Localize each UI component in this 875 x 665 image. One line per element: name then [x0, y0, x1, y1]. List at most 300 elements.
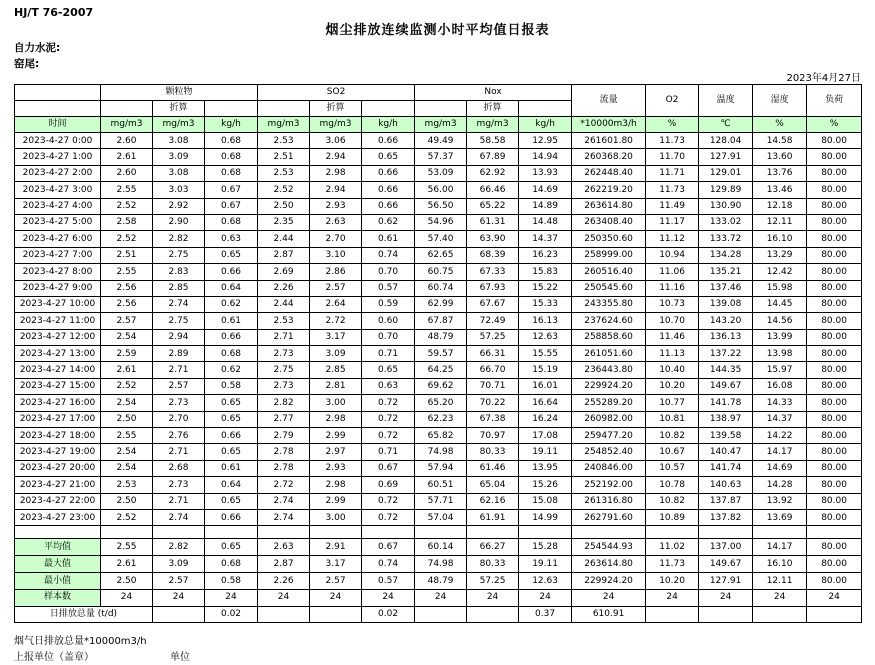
- value-cell: 12.63: [519, 329, 572, 345]
- value-cell: 138.97: [699, 411, 753, 427]
- value-cell: 24: [362, 589, 415, 606]
- unit-cell: mg/m3: [415, 117, 467, 133]
- empty-cell: [310, 526, 362, 539]
- value-cell: 0.59: [362, 296, 415, 312]
- value-cell: 2.60: [101, 165, 153, 181]
- value-cell: 2.87: [258, 247, 310, 263]
- value-cell: 0.57: [362, 280, 415, 296]
- value-cell: 74.98: [415, 444, 467, 460]
- value-cell: 2.73: [153, 477, 205, 493]
- value-cell: 15.26: [519, 477, 572, 493]
- value-cell: 17.08: [519, 428, 572, 444]
- value-cell: 0.69: [362, 477, 415, 493]
- value-cell: 11.70: [646, 149, 699, 165]
- value-cell: 11.73: [646, 556, 699, 573]
- footer-flue-gas-total: 烟气日排放总量*10000m3/h: [14, 636, 147, 647]
- value-cell: 261051.60: [572, 346, 646, 362]
- value-cell: 2.70: [153, 411, 205, 427]
- value-cell: 48.79: [415, 572, 467, 589]
- value-cell: 0.65: [205, 539, 258, 556]
- value-cell: 15.19: [519, 362, 572, 378]
- value-cell: 2.74: [153, 509, 205, 525]
- value-cell: 10.94: [646, 247, 699, 263]
- page-title: 烟尘排放连续监测小时平均值日报表: [325, 23, 550, 38]
- unit-cell: mg/m3: [101, 117, 153, 133]
- value-cell: 237624.60: [572, 313, 646, 329]
- value-cell: 0.66: [205, 509, 258, 525]
- value-cell: 10.82: [646, 493, 699, 509]
- value-cell: 67.67: [467, 296, 519, 312]
- table-row: [15, 411, 862, 427]
- value-cell: 14.99: [519, 509, 572, 525]
- value-cell: 2.71: [153, 444, 205, 460]
- company-name: 自力水泥:: [14, 42, 61, 54]
- table-row: [15, 460, 862, 476]
- value-cell: 141.74: [699, 460, 753, 476]
- value-cell: 140.63: [699, 477, 753, 493]
- value-cell: 2.89: [153, 346, 205, 362]
- value-cell: 2.55: [101, 428, 153, 444]
- summary-label: 平均值: [15, 539, 101, 556]
- value-cell: 10.82: [646, 428, 699, 444]
- value-cell: 2.94: [310, 182, 362, 198]
- value-cell: 12.18: [753, 198, 807, 214]
- value-cell: 14.45: [753, 296, 807, 312]
- value-cell: 57.25: [467, 572, 519, 589]
- temperature-header: 温度: [699, 85, 753, 117]
- value-cell: 3.09: [153, 556, 205, 573]
- summary-rows: [15, 539, 862, 606]
- value-cell: 80.00: [807, 165, 862, 181]
- value-cell: 254852.40: [572, 444, 646, 460]
- value-cell: 14.56: [753, 313, 807, 329]
- summary-row: [15, 539, 862, 556]
- value-cell: 24: [753, 589, 807, 606]
- value-cell: 24: [572, 589, 646, 606]
- value-cell: 10.78: [646, 477, 699, 493]
- value-cell: 13.95: [519, 460, 572, 476]
- value-cell: 0.57: [362, 572, 415, 589]
- value-cell: 3.17: [310, 329, 362, 345]
- value-cell: 2.79: [258, 428, 310, 444]
- value-cell: 0.66: [362, 198, 415, 214]
- value-cell: 0.61: [205, 313, 258, 329]
- value-cell: 260368.20: [572, 149, 646, 165]
- value-cell: 137.22: [699, 346, 753, 362]
- value-cell: 3.08: [153, 133, 205, 149]
- value-cell: 80.33: [467, 556, 519, 573]
- value-cell: 0.66: [205, 428, 258, 444]
- value-cell: 0.65: [205, 493, 258, 509]
- table-row: [15, 296, 862, 312]
- value-cell: 80.00: [807, 280, 862, 296]
- value-cell: 2.52: [101, 378, 153, 394]
- value-cell: 137.82: [699, 509, 753, 525]
- value-cell: 240846.00: [572, 460, 646, 476]
- load-header: 负荷: [807, 85, 862, 117]
- value-cell: 2.60: [101, 133, 153, 149]
- value-cell: [646, 606, 699, 623]
- spacer-row: [15, 526, 862, 539]
- value-cell: 15.98: [753, 280, 807, 296]
- value-cell: 80.00: [807, 313, 862, 329]
- value-cell: 137.46: [699, 280, 753, 296]
- value-cell: 2.70: [310, 231, 362, 247]
- value-cell: 12.11: [753, 214, 807, 230]
- value-cell: 2.92: [153, 198, 205, 214]
- unit-cell: %: [753, 117, 807, 133]
- table-row: [15, 477, 862, 493]
- table-row: [15, 346, 862, 362]
- value-cell: 57.04: [415, 509, 467, 525]
- value-cell: 2.72: [310, 313, 362, 329]
- value-cell: 80.00: [807, 182, 862, 198]
- value-cell: 252192.00: [572, 477, 646, 493]
- value-cell: 2.73: [153, 395, 205, 411]
- data-rows: [15, 133, 862, 526]
- value-cell: 0.66: [362, 182, 415, 198]
- value-cell: 2.26: [258, 280, 310, 296]
- empty-cell: [258, 526, 310, 539]
- value-cell: 2.98: [310, 411, 362, 427]
- value-cell: 61.91: [467, 509, 519, 525]
- value-cell: 259477.20: [572, 428, 646, 444]
- value-cell: 24: [153, 589, 205, 606]
- value-cell: 2.44: [258, 231, 310, 247]
- time-cell: 2023-4-27 18:00: [15, 428, 101, 444]
- value-cell: 0.70: [362, 329, 415, 345]
- table-row: [15, 509, 862, 525]
- value-cell: 65.82: [415, 428, 467, 444]
- value-cell: 11.02: [646, 539, 699, 556]
- units-header-row: [15, 117, 862, 133]
- value-cell: 2.50: [101, 572, 153, 589]
- value-cell: 260516.40: [572, 264, 646, 280]
- value-cell: 2.77: [258, 411, 310, 427]
- unit-cell: kg/h: [519, 117, 572, 133]
- summary-row: [15, 556, 862, 573]
- value-cell: 65.20: [415, 395, 467, 411]
- value-cell: 14.69: [519, 182, 572, 198]
- value-cell: 10.67: [646, 444, 699, 460]
- value-cell: 254544.93: [572, 539, 646, 556]
- value-cell: 0.61: [205, 460, 258, 476]
- value-cell: 2.54: [101, 444, 153, 460]
- value-cell: 2.86: [310, 264, 362, 280]
- value-cell: 0.74: [362, 556, 415, 573]
- value-cell: 10.77: [646, 395, 699, 411]
- value-cell: 2.50: [258, 198, 310, 214]
- time-cell: 2023-4-27 1:00: [15, 149, 101, 165]
- value-cell: 0.66: [362, 165, 415, 181]
- value-cell: 80.33: [467, 444, 519, 460]
- value-cell: 80.00: [807, 378, 862, 394]
- value-cell: [699, 606, 753, 623]
- value-cell: 80.00: [807, 395, 862, 411]
- so2-group-header: SO2: [258, 85, 415, 101]
- value-cell: 2.71: [258, 329, 310, 345]
- value-cell: 24: [699, 589, 753, 606]
- value-cell: 3.09: [310, 346, 362, 362]
- value-cell: 15.55: [519, 346, 572, 362]
- value-cell: 0.65: [205, 444, 258, 460]
- value-cell: 57.37: [415, 149, 467, 165]
- value-cell: 80.00: [807, 509, 862, 525]
- value-cell: 0.37: [519, 606, 572, 623]
- value-cell: 3.06: [310, 133, 362, 149]
- value-cell: 2.57: [310, 572, 362, 589]
- value-cell: 3.17: [310, 556, 362, 573]
- value-cell: 2.56: [101, 280, 153, 296]
- converted-header: 折算: [467, 101, 519, 117]
- value-cell: 0.63: [362, 378, 415, 394]
- value-cell: 2.61: [101, 149, 153, 165]
- value-cell: 0.02: [205, 606, 258, 623]
- o2-header: O2: [646, 85, 699, 117]
- table-row: [15, 231, 862, 247]
- value-cell: 2.94: [153, 329, 205, 345]
- value-cell: 262448.40: [572, 165, 646, 181]
- monitor-location: 窑尾:: [14, 58, 40, 70]
- empty-cell: [362, 526, 415, 539]
- value-cell: 60.14: [415, 539, 467, 556]
- value-cell: 2.74: [153, 296, 205, 312]
- value-cell: 0.68: [205, 165, 258, 181]
- converted-header: 折算: [153, 101, 205, 117]
- unit-cell: ℃: [699, 117, 753, 133]
- value-cell: 24: [101, 589, 153, 606]
- value-cell: [258, 606, 310, 623]
- value-cell: 2.73: [258, 378, 310, 394]
- table-header: [15, 85, 862, 133]
- value-cell: 0.61: [362, 231, 415, 247]
- value-cell: 127.91: [699, 572, 753, 589]
- value-cell: 2.55: [101, 264, 153, 280]
- value-cell: 13.98: [753, 346, 807, 362]
- value-cell: 11.13: [646, 346, 699, 362]
- value-cell: 140.47: [699, 444, 753, 460]
- value-cell: 0.67: [205, 182, 258, 198]
- value-cell: 11.46: [646, 329, 699, 345]
- value-cell: 56.00: [415, 182, 467, 198]
- unit-cell: mg/m3: [467, 117, 519, 133]
- value-cell: 72.49: [467, 313, 519, 329]
- value-cell: 10.57: [646, 460, 699, 476]
- table-row: [15, 264, 862, 280]
- value-cell: 15.33: [519, 296, 572, 312]
- value-cell: 62.16: [467, 493, 519, 509]
- value-cell: 12.11: [753, 572, 807, 589]
- time-cell: 2023-4-27 13:00: [15, 346, 101, 362]
- value-cell: 0.68: [205, 149, 258, 165]
- value-cell: 2.82: [258, 395, 310, 411]
- value-cell: 80.00: [807, 556, 862, 573]
- table-row: [15, 198, 862, 214]
- value-cell: 144.35: [699, 362, 753, 378]
- value-cell: 10.73: [646, 296, 699, 312]
- value-cell: 2.57: [153, 572, 205, 589]
- summary-label: 最小值: [15, 572, 101, 589]
- value-cell: 16.10: [753, 556, 807, 573]
- value-cell: 2.53: [258, 313, 310, 329]
- value-cell: 2.75: [258, 362, 310, 378]
- value-cell: 80.00: [807, 572, 862, 589]
- time-cell: 2023-4-27 7:00: [15, 247, 101, 263]
- total-section: [15, 606, 862, 623]
- value-cell: [415, 606, 467, 623]
- value-cell: 80.00: [807, 477, 862, 493]
- value-cell: 24: [205, 589, 258, 606]
- value-cell: 243355.80: [572, 296, 646, 312]
- value-cell: 2.78: [258, 460, 310, 476]
- value-cell: 0.66: [205, 329, 258, 345]
- value-cell: 57.40: [415, 231, 467, 247]
- value-cell: 0.67: [362, 539, 415, 556]
- table-row: [15, 247, 862, 263]
- value-cell: 57.94: [415, 460, 467, 476]
- value-cell: 0.68: [205, 556, 258, 573]
- value-cell: 610.91: [572, 606, 646, 623]
- value-cell: 2.44: [258, 296, 310, 312]
- value-cell: 24: [258, 589, 310, 606]
- value-cell: 11.06: [646, 264, 699, 280]
- empty-cell: [807, 526, 862, 539]
- value-cell: 2.82: [153, 231, 205, 247]
- value-cell: 67.93: [467, 280, 519, 296]
- summary-row: [15, 572, 862, 589]
- report-table: [14, 84, 862, 623]
- time-cell: 2023-4-27 22:00: [15, 493, 101, 509]
- value-cell: 10.81: [646, 411, 699, 427]
- empty-cell: [467, 526, 519, 539]
- value-cell: 2.57: [101, 313, 153, 329]
- value-cell: 2.54: [101, 460, 153, 476]
- empty-cell: [753, 526, 807, 539]
- value-cell: 66.27: [467, 539, 519, 556]
- value-cell: 2.59: [101, 346, 153, 362]
- value-cell: 49.49: [415, 133, 467, 149]
- value-cell: 0.66: [362, 133, 415, 149]
- value-cell: 11.71: [646, 165, 699, 181]
- value-cell: 63.90: [467, 231, 519, 247]
- value-cell: 0.72: [362, 428, 415, 444]
- value-cell: 229924.20: [572, 378, 646, 394]
- value-cell: 70.71: [467, 378, 519, 394]
- value-cell: 262791.60: [572, 509, 646, 525]
- value-cell: 80.00: [807, 493, 862, 509]
- value-cell: 0.58: [205, 572, 258, 589]
- value-cell: 53.09: [415, 165, 467, 181]
- value-cell: 2.75: [153, 247, 205, 263]
- value-cell: 61.46: [467, 460, 519, 476]
- value-cell: 2.53: [101, 477, 153, 493]
- value-cell: 0.68: [205, 133, 258, 149]
- empty-cell: [101, 526, 153, 539]
- value-cell: 19.11: [519, 444, 572, 460]
- value-cell: 128.04: [699, 133, 753, 149]
- empty-cell: [205, 101, 258, 117]
- value-cell: 13.99: [753, 329, 807, 345]
- value-cell: 129.01: [699, 165, 753, 181]
- value-cell: 2.63: [310, 214, 362, 230]
- value-cell: 11.73: [646, 182, 699, 198]
- value-cell: 16.08: [753, 378, 807, 394]
- value-cell: 13.60: [753, 149, 807, 165]
- summary-label: 样本数: [15, 589, 101, 606]
- value-cell: 2.51: [258, 149, 310, 165]
- value-cell: 2.98: [310, 477, 362, 493]
- value-cell: 133.02: [699, 214, 753, 230]
- unit-cell: mg/m3: [153, 117, 205, 133]
- value-cell: 80.00: [807, 296, 862, 312]
- value-cell: 10.20: [646, 572, 699, 589]
- value-cell: 19.11: [519, 556, 572, 573]
- time-cell: 2023-4-27 9:00: [15, 280, 101, 296]
- standard-code: HJ/T 76-2007: [14, 6, 94, 19]
- value-cell: 67.89: [467, 149, 519, 165]
- value-cell: 139.58: [699, 428, 753, 444]
- empty-cell: [519, 101, 572, 117]
- empty-cell: [15, 526, 101, 539]
- value-cell: 0.68: [205, 214, 258, 230]
- value-cell: 2.61: [101, 556, 153, 573]
- value-cell: 16.01: [519, 378, 572, 394]
- unit-cell: mg/m3: [310, 117, 362, 133]
- value-cell: 0.65: [205, 247, 258, 263]
- empty-cell: [646, 526, 699, 539]
- value-cell: 80.00: [807, 149, 862, 165]
- value-cell: 14.94: [519, 149, 572, 165]
- value-cell: 10.70: [646, 313, 699, 329]
- value-cell: 13.29: [753, 247, 807, 263]
- value-cell: 13.46: [753, 182, 807, 198]
- unit-cell: *10000m3/h: [572, 117, 646, 133]
- time-cell: 2023-4-27 16:00: [15, 395, 101, 411]
- value-cell: 2.72: [258, 477, 310, 493]
- value-cell: 14.69: [753, 460, 807, 476]
- value-cell: 263614.80: [572, 556, 646, 573]
- value-cell: 80.00: [807, 214, 862, 230]
- value-cell: 135.21: [699, 264, 753, 280]
- empty-cell: [415, 526, 467, 539]
- value-cell: 66.46: [467, 182, 519, 198]
- value-cell: 0.65: [362, 362, 415, 378]
- value-cell: 80.00: [807, 264, 862, 280]
- value-cell: 14.48: [519, 214, 572, 230]
- value-cell: 80.00: [807, 198, 862, 214]
- empty-cell: [572, 526, 646, 539]
- value-cell: 149.67: [699, 556, 753, 573]
- time-cell: 2023-4-27 8:00: [15, 264, 101, 280]
- spacer-section: [15, 526, 862, 539]
- value-cell: 74.98: [415, 556, 467, 573]
- value-cell: 2.69: [258, 264, 310, 280]
- daily-total-label: 日排放总量 (t/d): [15, 606, 153, 623]
- value-cell: 258999.00: [572, 247, 646, 263]
- summary-label: 最大值: [15, 556, 101, 573]
- value-cell: 149.67: [699, 378, 753, 394]
- value-cell: 65.04: [467, 477, 519, 493]
- value-cell: 2.87: [258, 556, 310, 573]
- value-cell: 24: [310, 589, 362, 606]
- value-cell: 80.00: [807, 539, 862, 556]
- value-cell: 11.49: [646, 198, 699, 214]
- value-cell: 80.00: [807, 428, 862, 444]
- value-cell: 56.50: [415, 198, 467, 214]
- value-cell: 2.99: [310, 428, 362, 444]
- humidity-header: 湿度: [753, 85, 807, 117]
- value-cell: 80.00: [807, 231, 862, 247]
